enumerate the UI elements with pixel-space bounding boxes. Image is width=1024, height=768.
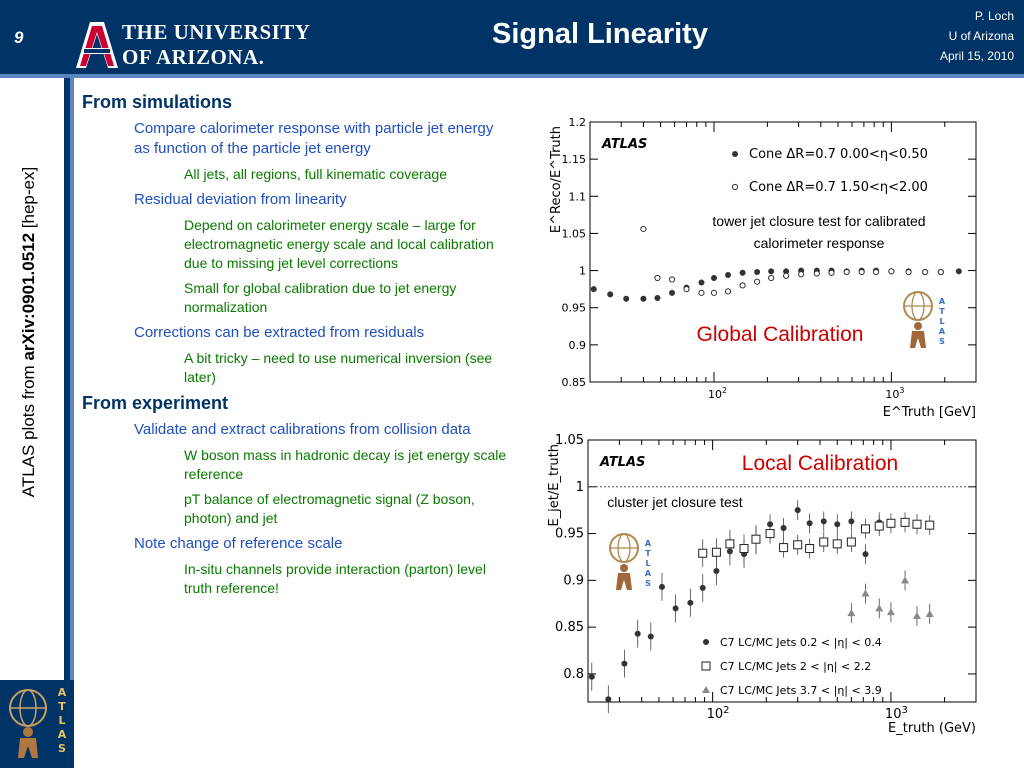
data-point	[673, 605, 679, 611]
legend-entry: C7 LC/MC Jets 0.2 < |η| < 0.4	[720, 636, 882, 649]
data-point	[769, 275, 774, 280]
svg-text:A: A	[938, 297, 946, 306]
x-axis-label: E^Truth [GeV]	[882, 405, 976, 420]
tower-closure-caption: tower jet closure test for calibrated calorimeter response	[712, 213, 926, 251]
bullet-residual-deviation: Residual deviation from linearity	[134, 191, 347, 208]
y-tick-label: 0.9	[563, 573, 584, 589]
svg-text:T: T	[939, 307, 945, 316]
source-caption-suffix: [hep-ex]	[19, 166, 38, 233]
svg-text:L: L	[58, 714, 66, 727]
data-point	[669, 290, 675, 296]
header-accent-line	[0, 74, 1024, 78]
data-point	[814, 271, 819, 276]
data-point	[687, 600, 693, 606]
atlas-tag: ATLAS	[602, 137, 648, 152]
sub-bullet-inversion: A bit tricky – need to use numerical inversion (see later)	[184, 350, 493, 385]
y-tick-label: 1.05	[555, 433, 584, 448]
author-affiliation: U of Arizona	[948, 29, 1014, 43]
data-point	[711, 290, 716, 295]
bullet-content	[82, 92, 512, 604]
y-tick-label: 0.95	[561, 301, 586, 315]
slide-number: 9	[14, 28, 24, 47]
data-point	[923, 269, 928, 274]
data-point	[862, 551, 868, 557]
data-point	[641, 226, 646, 231]
source-caption	[19, 102, 47, 562]
bullet-compare-response: Compare calorimeter response with particle jet energy as function of the particle jet energy	[134, 120, 494, 157]
data-point	[829, 270, 834, 275]
data-point	[725, 272, 731, 278]
sub-bullet-pt-balance: pT balance of electromagnetic signal (Z boson, photon) and jet	[184, 491, 475, 526]
data-point	[623, 296, 629, 302]
data-point	[635, 631, 641, 637]
data-point	[926, 521, 934, 529]
bullet-reference-scale: Note change of reference scale	[134, 535, 343, 552]
data-point	[906, 269, 911, 274]
legend-entry: Cone ΔR=0.7 1.50<η<2.00	[749, 180, 928, 195]
data-point	[799, 272, 804, 277]
svg-text:A: A	[938, 327, 946, 336]
data-point	[740, 270, 746, 276]
source-caption-prefix: ATLAS plots from	[19, 360, 38, 498]
page-title: Signal Linearity	[492, 18, 708, 50]
sub-bullet-w-boson: W boson mass in hadronic decay is jet energy scale reference	[184, 447, 507, 482]
svg-text:L: L	[645, 559, 651, 568]
sub-bullet-in-situ: In-situ channels provide interaction (parton) level truth reference!	[184, 561, 486, 596]
data-point	[833, 540, 841, 548]
data-point	[605, 696, 611, 702]
data-point	[821, 518, 827, 524]
chart-local-calibration-plot	[530, 432, 980, 750]
atlas-tag: ATLAS	[600, 455, 646, 470]
data-point	[699, 290, 704, 295]
y-tick-label: 0.95	[555, 526, 584, 542]
atlas-figure-icon	[0, 680, 74, 768]
data-point	[700, 585, 706, 591]
author-block	[874, 6, 1014, 66]
data-point	[698, 279, 704, 285]
data-point	[591, 286, 597, 292]
data-point	[725, 289, 730, 294]
data-point	[820, 538, 828, 546]
y-axis-label: E^Reco/E^Truth	[549, 126, 564, 234]
y-tick-label: 1.1	[568, 190, 586, 204]
data-point	[754, 269, 760, 275]
data-point	[806, 545, 814, 553]
university-logo	[72, 18, 122, 70]
data-point	[712, 548, 720, 556]
data-point	[654, 295, 660, 301]
arxiv-reference: arXiv:0901.0512	[19, 232, 38, 361]
cluster-closure-caption: cluster jet closure test	[607, 494, 743, 510]
author-name: P. Loch	[974, 9, 1014, 23]
presentation-date: April 15, 2010	[939, 49, 1014, 63]
global-calibration-label: Global Calibration	[696, 323, 864, 346]
data-point	[938, 269, 943, 274]
data-point	[740, 545, 748, 553]
y-tick-label: 0.85	[555, 620, 584, 636]
local-calibration-label: Local Calibration	[741, 452, 899, 475]
data-point	[768, 268, 774, 274]
data-point	[795, 507, 801, 513]
data-point	[640, 296, 646, 302]
x-tick-label: $10^2$	[707, 386, 728, 401]
y-tick-label: 1.2	[568, 116, 586, 129]
svg-text:T: T	[58, 700, 66, 713]
legend-marker	[732, 184, 737, 189]
data-point	[875, 522, 883, 530]
y-tick-label: 0.85	[561, 376, 586, 389]
data-point	[807, 520, 813, 526]
data-point	[848, 518, 854, 524]
legend-marker	[732, 151, 738, 157]
data-point	[889, 269, 894, 274]
atlas-corner-logo	[0, 680, 74, 768]
data-point	[713, 568, 719, 574]
svg-text:A: A	[57, 728, 67, 741]
data-point	[913, 520, 921, 528]
svg-text:S: S	[939, 337, 945, 346]
data-point	[648, 634, 654, 640]
data-point	[794, 541, 802, 549]
data-point	[873, 269, 878, 274]
svg-text:A: A	[57, 686, 67, 699]
data-point	[669, 277, 674, 282]
data-point	[752, 535, 760, 543]
y-axis-label: E_jet/E_truth	[547, 444, 562, 527]
data-point	[781, 525, 787, 531]
data-point	[659, 584, 665, 590]
sub-bullet-all-jets: All jets, all regions, full kinematic coverage	[184, 166, 448, 182]
data-point	[859, 269, 864, 274]
y-tick-label: 1	[579, 264, 586, 278]
data-point	[847, 538, 855, 546]
y-tick-label: 1	[575, 479, 584, 495]
svg-text:S: S	[645, 579, 651, 588]
y-tick-label: 0.9	[568, 338, 586, 352]
university-name-line1: THE UNIVERSITY	[122, 20, 311, 44]
sub-bullet-energy-scale: Depend on calorimeter energy scale – large for electromagnetic energy scale and local calibration due to missing jet level corrections	[184, 217, 494, 271]
svg-text:L: L	[939, 317, 945, 326]
x-tick-label: $10^3$	[885, 386, 905, 401]
x-tick-label: $10^2$	[706, 705, 730, 722]
data-point	[754, 279, 759, 284]
legend-entry: C7 LC/MC Jets 2 < |η| < 2.2	[720, 660, 872, 673]
sidebar-stripe-accent	[70, 78, 74, 682]
y-tick-label: 1.05	[561, 227, 586, 241]
title-band	[0, 0, 1024, 78]
data-point	[655, 275, 660, 280]
chart-global-calibration-plot	[530, 112, 980, 422]
data-point	[844, 269, 849, 274]
x-tick-label: $10^3$	[884, 705, 908, 722]
bullet-validate: Validate and extract calibrations from collision data	[134, 421, 471, 438]
data-point	[780, 544, 788, 552]
y-tick-label: 0.8	[563, 666, 584, 682]
data-point	[887, 519, 895, 527]
data-point	[699, 549, 707, 557]
data-point	[783, 273, 788, 278]
svg-text:A: A	[644, 569, 652, 578]
legend-entry: Cone ΔR=0.7 0.00<η<0.50	[749, 147, 928, 162]
data-point	[956, 268, 962, 274]
svg-text:S: S	[58, 742, 66, 755]
data-point	[711, 275, 717, 281]
university-name-line2: OF ARIZONA.	[122, 45, 265, 69]
legend-marker	[702, 662, 710, 670]
data-point	[901, 518, 909, 526]
section-heading-simulations: From simulations	[82, 92, 233, 112]
data-point	[607, 291, 613, 297]
y-tick-label: 1.15	[561, 153, 586, 167]
legend-marker	[703, 639, 709, 645]
bullet-corrections: Corrections can be extracted from residuals	[134, 324, 425, 341]
sub-bullet-global-small: Small for global calibration due to jet energy normalization	[184, 280, 457, 315]
x-axis-label: E_truth (GeV)	[888, 721, 976, 736]
data-point	[766, 530, 774, 538]
data-point	[621, 661, 627, 667]
data-point	[726, 540, 734, 548]
data-point	[740, 283, 745, 288]
chart-global-calibration	[530, 112, 980, 422]
svg-text:T: T	[645, 549, 651, 558]
svg-text:A: A	[644, 539, 652, 548]
data-point	[589, 674, 595, 680]
legend-entry: C7 LC/MC Jets 3.7 < |η| < 3.9	[720, 684, 882, 697]
data-point	[834, 521, 840, 527]
chart-local-calibration	[530, 432, 980, 750]
data-point	[684, 287, 689, 292]
data-point	[861, 525, 869, 533]
section-heading-experiment: From experiment	[82, 393, 229, 413]
